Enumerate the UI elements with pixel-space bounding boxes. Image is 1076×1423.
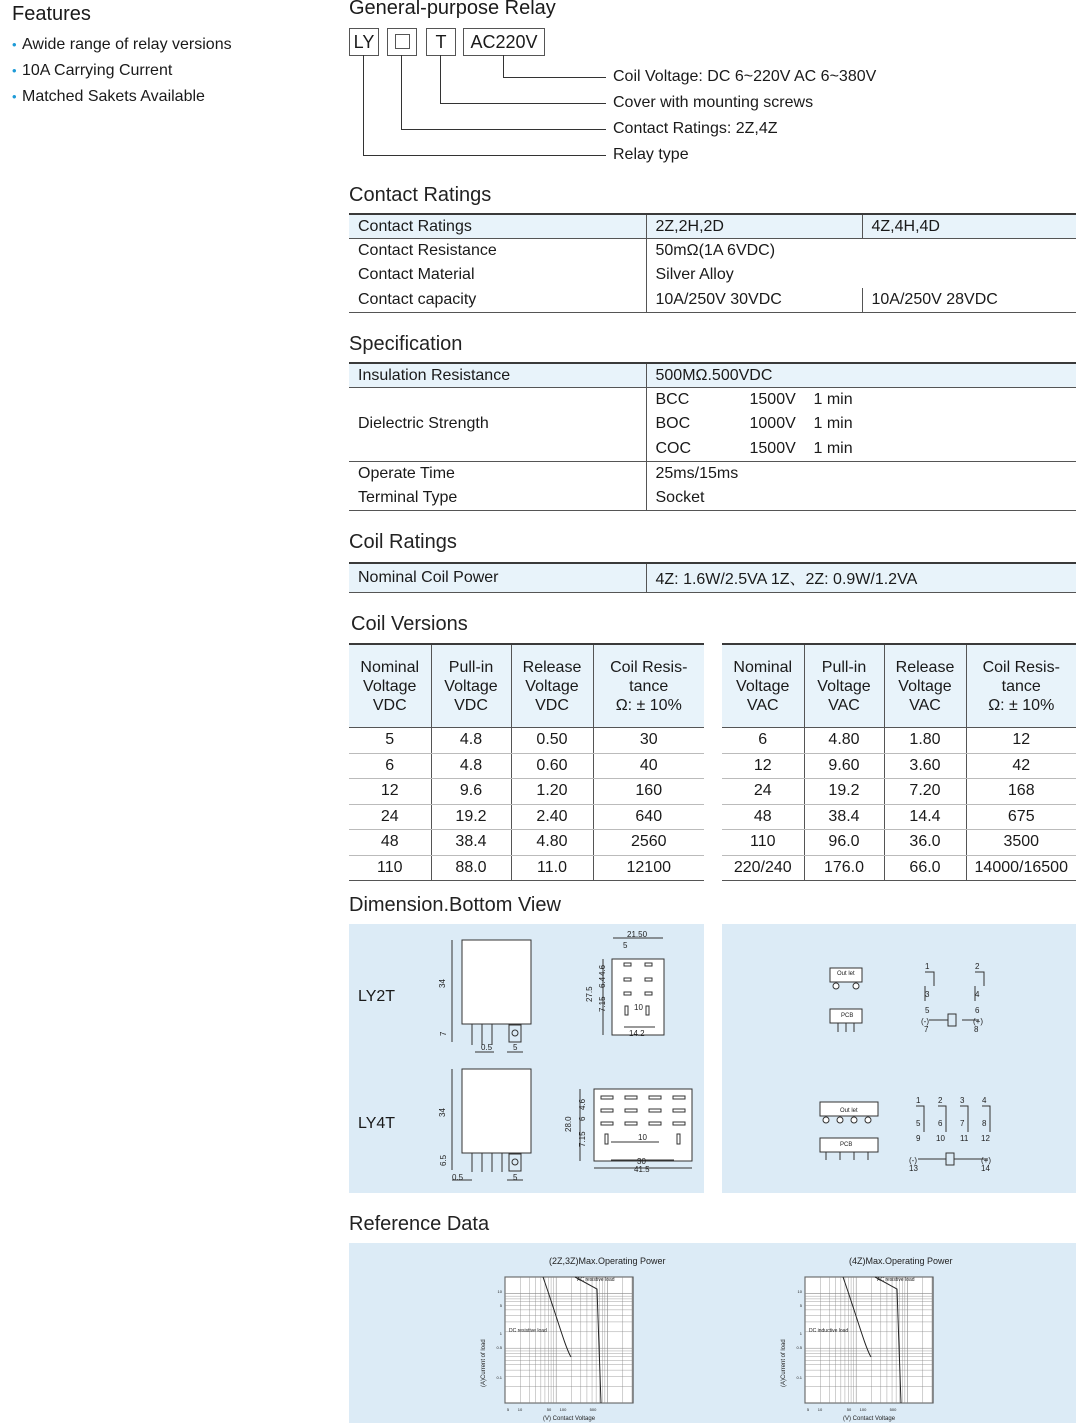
leader-line bbox=[440, 103, 606, 104]
column-header: Coil Resis- tance Ω: ± 10% bbox=[593, 644, 704, 728]
pin-number: 1 bbox=[916, 1096, 921, 1105]
pin-number: 9 bbox=[916, 1134, 921, 1143]
leader-line bbox=[363, 55, 364, 155]
dim-text: 6.4 bbox=[598, 976, 607, 988]
dim-text: 5 bbox=[623, 941, 628, 950]
table-cell: 38.4 bbox=[804, 804, 884, 830]
cell bbox=[646, 388, 1076, 413]
table-row bbox=[349, 239, 1076, 264]
curve-label: DC inductive load bbox=[809, 1328, 849, 1334]
row-label: Operate Time bbox=[358, 464, 455, 482]
pin-number: 5 bbox=[916, 1119, 921, 1128]
table-cell: 48 bbox=[722, 804, 804, 830]
curve-label: AC resistive load bbox=[877, 1277, 915, 1283]
table-row bbox=[349, 388, 1076, 413]
table-cell: 4.8 bbox=[431, 753, 511, 779]
socket-label: PCB bbox=[841, 1013, 854, 1019]
table-row bbox=[349, 855, 704, 881]
socket-label: Out let bbox=[837, 971, 855, 977]
dim-text: 6 bbox=[578, 1116, 587, 1121]
pin-number: 8 bbox=[974, 1025, 979, 1034]
y-tick-label: 10 bbox=[497, 1289, 502, 1294]
dim-text: 14.2 bbox=[629, 1029, 645, 1038]
dielectric-type: BCC bbox=[655, 391, 690, 408]
x-tick-label: 100 bbox=[559, 1407, 567, 1412]
chart-frame bbox=[505, 1277, 633, 1403]
table-header-row bbox=[722, 644, 1076, 728]
table-row bbox=[349, 830, 704, 856]
polarity-label: (-) bbox=[921, 1017, 929, 1026]
column-header: Release Voltage VAC bbox=[884, 644, 966, 728]
pin-number: 3 bbox=[960, 1096, 965, 1105]
feature-item: • 10A Carrying Current bbox=[12, 58, 232, 84]
code-desc-voltage: Coil Voltage: DC 6~220V AC 6~380V bbox=[613, 68, 877, 85]
table-cell: 19.2 bbox=[804, 779, 884, 805]
table-header-row bbox=[349, 644, 704, 728]
x-tick-label: 50 bbox=[546, 1407, 552, 1412]
table-cell: 176.0 bbox=[804, 855, 884, 881]
table-cell: 42 bbox=[966, 753, 1076, 779]
y-tick-label: 5 bbox=[499, 1303, 502, 1308]
pin-number: 6 bbox=[938, 1119, 943, 1128]
ly2t-body-outline bbox=[462, 940, 531, 1024]
dielectric-voltage: 1500V bbox=[749, 439, 796, 457]
dielectric-time: 1 min bbox=[813, 439, 853, 457]
table-cell: 14000/16500 bbox=[966, 855, 1076, 881]
table-cell: 1.20 bbox=[511, 779, 593, 805]
code-desc-type: Relay type bbox=[613, 146, 689, 163]
row-label: Dielectric Strength bbox=[349, 388, 646, 462]
leader-line bbox=[401, 129, 606, 130]
code-desc-contact: Contact Ratings: 2Z,4Z bbox=[613, 120, 778, 137]
table-cell: 7.20 bbox=[884, 779, 966, 805]
y-tick-label: 1 bbox=[799, 1331, 802, 1336]
polarity-label: (+) bbox=[981, 1156, 991, 1165]
row-label: Contact Material bbox=[358, 266, 475, 284]
code-box-type: LY bbox=[349, 28, 379, 56]
column-header: Release Voltage VDC bbox=[511, 644, 593, 728]
table-cell: 110 bbox=[349, 855, 431, 881]
coil-versions-ac-table bbox=[722, 643, 1076, 881]
reference-charts bbox=[349, 1243, 1076, 1423]
y-tick-label: 10 bbox=[797, 1289, 802, 1294]
table-row bbox=[349, 779, 704, 805]
table-cell: 12 bbox=[722, 753, 804, 779]
dim-text: 0.5 bbox=[452, 1173, 464, 1182]
table-cell: 6 bbox=[722, 728, 804, 754]
dim-text: 5 bbox=[513, 1043, 518, 1052]
cell bbox=[646, 412, 1076, 437]
table-cell: 3500 bbox=[966, 830, 1076, 856]
table-cell: 38.4 bbox=[431, 830, 511, 856]
blank-square-icon bbox=[395, 34, 410, 49]
column-header: Pull-in Voltage VAC bbox=[804, 644, 884, 728]
row-label: Contact Resistance bbox=[358, 242, 497, 259]
pin-number: 7 bbox=[960, 1119, 965, 1128]
x-tick-label: 50 bbox=[846, 1407, 852, 1412]
code-box-contact bbox=[387, 28, 417, 56]
dim-text: 7.15 bbox=[598, 996, 607, 1012]
pin-number: 4 bbox=[982, 1096, 987, 1105]
table-cell: 12 bbox=[349, 779, 431, 805]
y-axis-label: (A)Current of load bbox=[781, 1339, 787, 1387]
socket-label: Out let bbox=[840, 1108, 858, 1114]
model-label-ly4t: LY4T bbox=[358, 1115, 396, 1132]
pin-number: 1 bbox=[925, 962, 930, 971]
column-header: Nominal Voltage VDC bbox=[349, 644, 431, 728]
table-cell: 11.0 bbox=[511, 855, 593, 881]
dimension-panel-left bbox=[349, 924, 704, 1193]
dielectric-voltage: 1500V bbox=[749, 391, 796, 408]
pin-number: 4 bbox=[975, 990, 980, 999]
x-tick-label: 10 bbox=[517, 1407, 523, 1412]
dim-text: 7 bbox=[439, 1031, 448, 1036]
dim-text: 30 bbox=[637, 1157, 646, 1166]
table-cell: 5 bbox=[349, 728, 431, 754]
pin-number: 7 bbox=[924, 1025, 929, 1034]
cell: 2Z,2H,2D bbox=[646, 214, 862, 239]
table-cell: 2560 bbox=[593, 830, 704, 856]
row-label: Contact Ratings bbox=[349, 214, 646, 239]
dim-text: 27.5 bbox=[585, 986, 594, 1002]
table-cell: 9.60 bbox=[804, 753, 884, 779]
row-label: Contact capacity bbox=[349, 288, 646, 313]
leader-line bbox=[503, 55, 504, 77]
dim-text: 6.5 bbox=[439, 1154, 448, 1166]
table-cell: 19.2 bbox=[431, 804, 511, 830]
y-axis-label: (A)Current of load bbox=[481, 1339, 487, 1387]
cell: Silver Alloy bbox=[646, 263, 1076, 288]
table-row bbox=[722, 855, 1076, 881]
polarity-label: (+) bbox=[973, 1017, 983, 1026]
leader-line bbox=[440, 55, 441, 103]
table-cell: 168 bbox=[966, 779, 1076, 805]
dimension-title: Dimension.Bottom View bbox=[349, 894, 561, 916]
relay-code-title: General-purpose Relay bbox=[349, 0, 556, 19]
dielectric-type: BOC bbox=[655, 415, 691, 433]
cell: 500MΩ.500VDC bbox=[646, 363, 1076, 388]
coil-versions-title: Coil Versions bbox=[351, 613, 468, 635]
x-tick-label: 500 bbox=[889, 1407, 897, 1412]
table-cell: 48 bbox=[349, 830, 431, 856]
socket-label: PCB bbox=[840, 1142, 853, 1148]
pin-number: 8 bbox=[982, 1119, 987, 1128]
table-row bbox=[722, 779, 1076, 805]
x-axis-label: (V) Contact Voltage bbox=[843, 1416, 896, 1422]
table-cell: 24 bbox=[349, 804, 431, 830]
table-row bbox=[349, 753, 704, 779]
cell: 10A/250V 28VDC bbox=[862, 288, 1076, 313]
table-cell: 12100 bbox=[593, 855, 704, 881]
table-cell: 36.0 bbox=[884, 830, 966, 856]
x-axis-label: (V) Contact Voltage bbox=[543, 1416, 596, 1422]
table-cell: 40 bbox=[593, 753, 704, 779]
table-row bbox=[349, 461, 1076, 486]
leader-line bbox=[401, 55, 402, 129]
code-desc-cover: Cover with mounting screws bbox=[613, 94, 814, 111]
dim-text: 41.5 bbox=[634, 1165, 650, 1174]
pin-number: 6 bbox=[975, 1006, 980, 1015]
table-cell: 4.80 bbox=[804, 728, 884, 754]
features-title: Features bbox=[12, 3, 91, 25]
row-label: Nominal Coil Power bbox=[349, 563, 646, 592]
pin-number: 13 bbox=[909, 1164, 918, 1173]
x-tick-label: 10 bbox=[817, 1407, 823, 1412]
cell: 4Z,4H,4D bbox=[862, 214, 1076, 239]
dielectric-voltage: 1000V bbox=[749, 415, 796, 433]
dimension-panel-right bbox=[722, 924, 1076, 1193]
leader-line bbox=[503, 77, 606, 78]
dielectric-time: 1 min bbox=[813, 415, 853, 433]
dim-text: 28.0 bbox=[564, 1116, 573, 1132]
cell: 25ms/15ms bbox=[646, 461, 1076, 486]
y-tick-label: 5 bbox=[799, 1303, 802, 1308]
table-cell: 0.50 bbox=[511, 728, 593, 754]
code-box-voltage: AC220V bbox=[463, 28, 545, 56]
table-row bbox=[349, 563, 1076, 592]
specification-table bbox=[349, 362, 1076, 511]
table-cell: 1.80 bbox=[884, 728, 966, 754]
table-cell: 88.0 bbox=[431, 855, 511, 881]
x-tick-label: 500 bbox=[589, 1407, 597, 1412]
curve-label: DC resistive load bbox=[509, 1328, 547, 1334]
pin-number: 3 bbox=[925, 990, 930, 999]
y-tick-label: 0.5 bbox=[496, 1345, 502, 1350]
table-cell: 30 bbox=[593, 728, 704, 754]
polarity-label: (-) bbox=[909, 1156, 917, 1165]
ly4t-body-outline bbox=[462, 1069, 531, 1153]
table-row bbox=[722, 830, 1076, 856]
dielectric-time: 1 min bbox=[813, 391, 853, 408]
feature-item: • Matched Sakets Available bbox=[12, 84, 232, 110]
socket-drawing-right bbox=[722, 924, 1076, 1193]
pin-number: 12 bbox=[981, 1134, 990, 1143]
table-row bbox=[349, 486, 1076, 511]
cell: 10A/250V 30VDC bbox=[646, 288, 862, 313]
dim-text: 10 bbox=[638, 1133, 647, 1142]
dim-text: 10 bbox=[634, 1003, 643, 1012]
table-cell: 66.0 bbox=[884, 855, 966, 881]
table-row bbox=[349, 263, 1076, 288]
contact-ratings-title: Contact Ratings bbox=[349, 184, 492, 206]
y-tick-label: 0.5 bbox=[796, 1345, 802, 1350]
table-row bbox=[722, 753, 1076, 779]
dim-text: 4.6 bbox=[598, 964, 607, 976]
pin-number: 5 bbox=[925, 1006, 930, 1015]
table-row bbox=[722, 804, 1076, 830]
code-box-cover: T bbox=[426, 28, 456, 56]
column-header: Pull-in Voltage VDC bbox=[431, 644, 511, 728]
pin-number: 2 bbox=[975, 962, 980, 971]
cell: 4Z: 1.6W/2.5VA 1Z、2Z: 0.9W/1.2VA bbox=[646, 563, 1076, 592]
table-cell: 220/240 bbox=[722, 855, 804, 881]
chart-title: (4Z)Max.Operating Power bbox=[849, 1256, 953, 1266]
x-tick-label: 5 bbox=[506, 1407, 510, 1412]
specification-title: Specification bbox=[349, 333, 463, 355]
pin-number: 10 bbox=[936, 1134, 945, 1143]
table-row bbox=[349, 728, 704, 754]
table-row bbox=[349, 804, 704, 830]
row-label: Insulation Resistance bbox=[349, 363, 646, 388]
dim-text: 4.6 bbox=[578, 1098, 587, 1110]
table-row bbox=[349, 363, 1076, 388]
table-row bbox=[349, 214, 1076, 239]
reference-title: Reference Data bbox=[349, 1213, 490, 1235]
table-cell: 9.6 bbox=[431, 779, 511, 805]
cell bbox=[646, 437, 1076, 462]
features-list bbox=[12, 32, 232, 110]
dim-text: 34 bbox=[438, 979, 447, 988]
table-cell: 4.8 bbox=[431, 728, 511, 754]
cell: Socket bbox=[646, 486, 1076, 511]
pin-number: 14 bbox=[981, 1164, 990, 1173]
table-cell: 0.60 bbox=[511, 753, 593, 779]
y-tick-label: 1 bbox=[499, 1331, 502, 1336]
table-row bbox=[722, 728, 1076, 754]
dim-text: 0.5 bbox=[481, 1043, 493, 1052]
x-tick-label: 100 bbox=[859, 1407, 867, 1412]
pin-number: 11 bbox=[960, 1134, 969, 1143]
reference-panel bbox=[349, 1243, 1076, 1423]
x-tick-label: 5 bbox=[806, 1407, 810, 1412]
dimension-drawing-left bbox=[349, 924, 704, 1193]
coil-ratings-table bbox=[349, 562, 1076, 593]
ly2t-bottom-outline bbox=[612, 959, 664, 1035]
table-row bbox=[349, 288, 1076, 313]
table-cell: 640 bbox=[593, 804, 704, 830]
model-label-ly2t: LY2T bbox=[358, 988, 396, 1005]
table-cell: 4.80 bbox=[511, 830, 593, 856]
table-cell: 675 bbox=[966, 804, 1076, 830]
coil-versions-dc-table bbox=[349, 643, 704, 881]
table-cell: 12 bbox=[966, 728, 1076, 754]
curve-label: AC resistive load bbox=[577, 1277, 615, 1283]
table-cell: 14.4 bbox=[884, 804, 966, 830]
column-header: Nominal Voltage VAC bbox=[722, 644, 804, 728]
table-cell: 2.40 bbox=[511, 804, 593, 830]
pin-number: 2 bbox=[938, 1096, 943, 1105]
dim-text: 21.50 bbox=[627, 930, 648, 939]
dim-text: 34 bbox=[438, 1108, 447, 1117]
table-cell: 6 bbox=[349, 753, 431, 779]
leader-line bbox=[363, 155, 606, 156]
table-cell: 110 bbox=[722, 830, 804, 856]
dim-text: 5 bbox=[513, 1173, 518, 1182]
cell: 50mΩ(1A 6VDC) bbox=[646, 239, 1076, 264]
chart-title: (2Z,3Z)Max.Operating Power bbox=[549, 1256, 666, 1266]
row-label: Terminal Type bbox=[349, 486, 646, 511]
dielectric-type: COC bbox=[655, 439, 692, 457]
coil-ratings-title: Coil Ratings bbox=[349, 531, 457, 553]
table-cell: 160 bbox=[593, 779, 704, 805]
chart-frame bbox=[805, 1277, 933, 1403]
column-header: Coil Resis- tance Ω: ± 10% bbox=[966, 644, 1076, 728]
y-tick-label: 0.1 bbox=[496, 1375, 502, 1380]
feature-item: • Awide range of relay versions bbox=[12, 32, 232, 58]
contact-ratings-table bbox=[349, 213, 1076, 313]
table-cell: 96.0 bbox=[804, 830, 884, 856]
table-cell: 3.60 bbox=[884, 753, 966, 779]
y-tick-label: 0.1 bbox=[796, 1375, 802, 1380]
table-cell: 24 bbox=[722, 779, 804, 805]
dim-text: 7.15 bbox=[578, 1131, 587, 1147]
